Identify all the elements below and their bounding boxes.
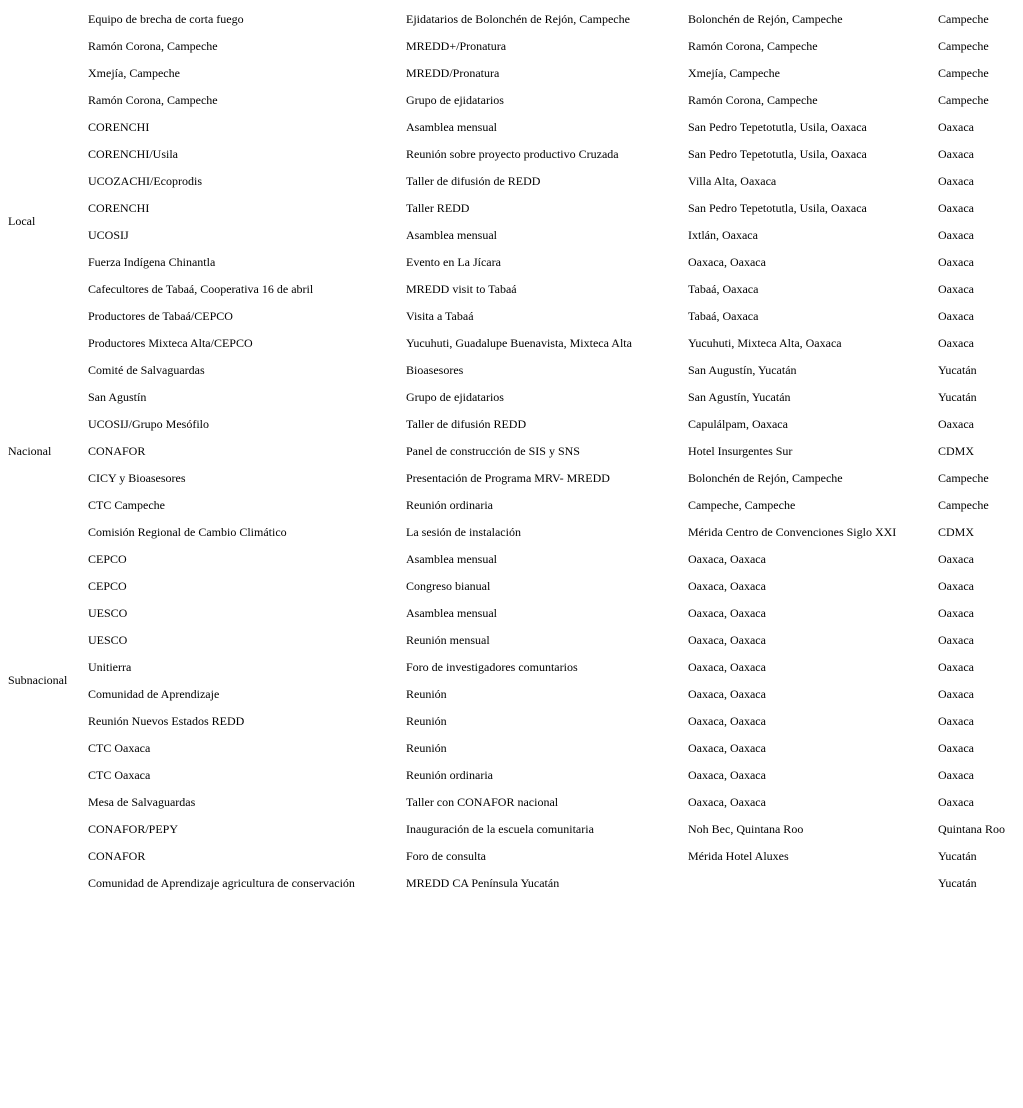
event-cell: Reunión ordinaria <box>406 767 493 782</box>
state-cell: Campeche <box>938 470 989 485</box>
organization-cell: CORENCHI/Usila <box>88 146 178 161</box>
place-cell: Oaxaca, Oaxaca <box>688 767 766 782</box>
table-row <box>0 248 1023 275</box>
place-cell: Ramón Corona, Campeche <box>688 92 818 107</box>
place-cell: Ramón Corona, Campeche <box>688 38 818 53</box>
state-cell: CDMX <box>938 524 975 539</box>
table-row <box>0 437 1023 464</box>
event-cell: Inauguración de la escuela comunitaria <box>406 821 594 836</box>
organization-cell: UCOSIJ <box>88 227 129 242</box>
event-cell: Evento en La Jícara <box>406 254 501 269</box>
events-table-body <box>0 5 1023 896</box>
organization-cell: CICY y Bioasesores <box>88 470 186 485</box>
table-row <box>0 410 1023 437</box>
event-cell: Taller REDD <box>406 200 470 215</box>
organization-cell: UCOSIJ/Grupo Mesófilo <box>88 416 210 431</box>
table-row <box>0 194 1023 221</box>
organization-cell: CTC Campeche <box>88 497 165 512</box>
table-row <box>0 788 1023 815</box>
event-cell: Congreso bianual <box>406 578 491 593</box>
event-cell: Reunión <box>406 686 447 701</box>
organization-cell: Mesa de Salvaguardas <box>88 794 196 809</box>
state-cell: Oaxaca <box>938 632 974 647</box>
table-row <box>0 680 1023 707</box>
table-row <box>0 761 1023 788</box>
place-cell: Noh Bec, Quintana Roo <box>688 821 804 836</box>
event-cell: Visita a Tabaá <box>406 308 474 323</box>
place-cell: Oaxaca, Oaxaca <box>688 713 766 728</box>
state-cell: Oaxaca <box>938 200 974 215</box>
state-cell: Yucatán <box>938 362 977 377</box>
table-row <box>0 599 1023 626</box>
state-cell: Yucatán <box>938 875 977 890</box>
event-cell: Panel de construcción de SIS y SNS <box>406 443 580 458</box>
event-cell: Reunión sobre proyecto productivo Cruzada <box>406 146 619 161</box>
place-cell: San Pedro Tepetotutla, Usila, Oaxaca <box>688 146 867 161</box>
place-cell <box>680 869 930 896</box>
events-table-page <box>0 5 1023 896</box>
organization-cell: Comité de Salvaguardas <box>88 362 205 377</box>
event-cell: Asamblea mensual <box>406 551 497 566</box>
table-row <box>0 113 1023 140</box>
table-row <box>0 32 1023 59</box>
organization-cell: Xmejía, Campeche <box>88 65 180 80</box>
level-cell: Subnacional <box>8 673 68 687</box>
state-cell: Campeche <box>938 65 989 80</box>
place-cell: Oaxaca, Oaxaca <box>688 632 766 647</box>
state-cell: Quintana Roo <box>938 821 1005 836</box>
table-row <box>0 356 1023 383</box>
organization-cell: Fuerza Indígena Chinantla <box>88 254 216 269</box>
state-cell: Oaxaca <box>938 551 974 566</box>
organization-cell: Ramón Corona, Campeche <box>88 38 218 53</box>
organization-cell: UESCO <box>88 605 128 620</box>
table-row <box>0 86 1023 113</box>
state-cell: Oaxaca <box>938 227 974 242</box>
events-table <box>0 5 1023 896</box>
table-row <box>0 869 1023 896</box>
organization-cell: Reunión Nuevos Estados REDD <box>88 713 245 728</box>
organization-cell: Productores Mixteca Alta/CEPCO <box>88 335 253 350</box>
place-cell: Oaxaca, Oaxaca <box>688 578 766 593</box>
table-row <box>0 221 1023 248</box>
organization-cell: CTC Oaxaca <box>88 740 151 755</box>
place-cell: Oaxaca, Oaxaca <box>688 605 766 620</box>
organization-cell: CONAFOR <box>88 848 146 863</box>
level-cell: Local <box>8 214 36 228</box>
state-cell: Oaxaca <box>938 713 974 728</box>
state-cell: Oaxaca <box>938 686 974 701</box>
organization-cell: Comunidad de Aprendizaje agricultura de conservación <box>88 875 355 890</box>
state-cell: Oaxaca <box>938 578 974 593</box>
event-cell: Reunión mensual <box>406 632 490 647</box>
state-cell: Oaxaca <box>938 740 974 755</box>
place-cell: Oaxaca, Oaxaca <box>688 740 766 755</box>
table-row <box>0 167 1023 194</box>
place-cell: San Pedro Tepetotutla, Usila, Oaxaca <box>688 119 867 134</box>
event-cell: MREDD CA Península Yucatán <box>406 875 560 890</box>
organization-cell: CEPCO <box>88 551 127 566</box>
table-row <box>0 815 1023 842</box>
organization-cell: Cafecultores de Tabaá, Cooperativa 16 de abril <box>88 281 314 296</box>
place-cell: Oaxaca, Oaxaca <box>688 794 766 809</box>
organization-cell: CONAFOR <box>88 443 146 458</box>
event-cell: Reunión ordinaria <box>406 497 493 512</box>
event-cell: La sesión de instalación <box>406 524 521 539</box>
table-row <box>0 59 1023 86</box>
place-cell: Tabaá, Oaxaca <box>688 308 759 323</box>
table-row <box>0 626 1023 653</box>
state-cell: Oaxaca <box>938 173 974 188</box>
event-cell: Taller de difusión REDD <box>406 416 527 431</box>
place-cell: Mérida Hotel Aluxes <box>688 848 789 863</box>
event-cell: MREDD+/Pronatura <box>406 38 507 53</box>
event-cell: Grupo de ejidatarios <box>406 92 504 107</box>
state-cell: Oaxaca <box>938 254 974 269</box>
table-row <box>0 842 1023 869</box>
place-cell: San Pedro Tepetotutla, Usila, Oaxaca <box>688 200 867 215</box>
organization-cell: CORENCHI <box>88 200 150 215</box>
event-cell: Asamblea mensual <box>406 227 497 242</box>
place-cell: Bolonchén de Rejón, Campeche <box>688 11 843 26</box>
event-cell: MREDD/Pronatura <box>406 65 500 80</box>
table-row <box>0 734 1023 761</box>
place-cell: Oaxaca, Oaxaca <box>688 686 766 701</box>
place-cell: Hotel Insurgentes Sur <box>688 443 793 458</box>
organization-cell: CEPCO <box>88 578 127 593</box>
event-cell: Ejidatarios de Bolonchén de Rejón, Campeche <box>406 11 630 26</box>
place-cell: Oaxaca, Oaxaca <box>688 659 766 674</box>
place-cell: Oaxaca, Oaxaca <box>688 254 766 269</box>
organization-cell: Comisión Regional de Cambio Climático <box>88 524 287 539</box>
organization-cell: UESCO <box>88 632 128 647</box>
state-cell: Oaxaca <box>938 146 974 161</box>
state-cell: Oaxaca <box>938 281 974 296</box>
event-cell: Presentación de Programa MRV- MREDD <box>406 470 610 485</box>
state-cell: Yucatán <box>938 389 977 404</box>
state-cell: Oaxaca <box>938 416 974 431</box>
event-cell: Grupo de ejidatarios <box>406 389 504 404</box>
table-row <box>0 545 1023 572</box>
place-cell: Campeche, Campeche <box>688 497 796 512</box>
event-cell: Yucuhuti, Guadalupe Buenavista, Mixteca Alta <box>406 335 632 350</box>
table-row <box>0 302 1023 329</box>
state-cell: Campeche <box>938 38 989 53</box>
table-row <box>0 653 1023 680</box>
table-row <box>0 5 1023 32</box>
organization-cell: CTC Oaxaca <box>88 767 151 782</box>
event-cell: Asamblea mensual <box>406 119 497 134</box>
event-cell: Reunión <box>406 713 447 728</box>
event-cell: Taller de difusión de REDD <box>406 173 541 188</box>
table-row <box>0 275 1023 302</box>
event-cell: Bioasesores <box>406 362 464 377</box>
place-cell: Ixtlán, Oaxaca <box>688 227 758 242</box>
state-cell: Campeche <box>938 92 989 107</box>
state-cell: Campeche <box>938 497 989 512</box>
table-row <box>0 572 1023 599</box>
event-cell: MREDD visit to Tabaá <box>406 281 517 296</box>
table-row <box>0 491 1023 518</box>
state-cell: Campeche <box>938 11 989 26</box>
event-cell: Asamblea mensual <box>406 605 497 620</box>
level-cell: Nacional <box>8 443 52 458</box>
organization-cell: Comunidad de Aprendizaje <box>88 686 220 701</box>
event-cell: Taller con CONAFOR nacional <box>406 794 559 809</box>
organization-cell: Productores de Tabaá/CEPCO <box>88 308 233 323</box>
state-cell: CDMX <box>938 443 975 458</box>
place-cell: Tabaá, Oaxaca <box>688 281 759 296</box>
organization-cell: CONAFOR/PEPY <box>88 821 179 836</box>
organization-cell: Ramón Corona, Campeche <box>88 92 218 107</box>
organization-cell: Equipo de brecha de corta fuego <box>88 11 244 26</box>
state-cell: Oaxaca <box>938 308 974 323</box>
state-cell: Oaxaca <box>938 119 974 134</box>
table-row <box>0 329 1023 356</box>
state-cell: Yucatán <box>938 848 977 863</box>
event-cell: Foro de investigadores comuntarios <box>406 659 578 674</box>
place-cell: San Augustín, Yucatán <box>688 362 797 377</box>
organization-cell: Unitierra <box>88 659 132 674</box>
table-row <box>0 707 1023 734</box>
place-cell: Villa Alta, Oaxaca <box>688 173 777 188</box>
organization-cell: UCOZACHI/Ecoprodis <box>88 173 202 188</box>
organization-cell: San Agustín <box>88 389 147 404</box>
state-cell: Oaxaca <box>938 767 974 782</box>
table-row <box>0 464 1023 491</box>
place-cell: Bolonchén de Rejón, Campeche <box>688 470 843 485</box>
place-cell: San Agustín, Yucatán <box>688 389 791 404</box>
table-row <box>0 140 1023 167</box>
place-cell: Xmejía, Campeche <box>688 65 780 80</box>
state-cell: Oaxaca <box>938 659 974 674</box>
state-cell: Oaxaca <box>938 335 974 350</box>
place-cell: Capulálpam, Oaxaca <box>688 416 788 431</box>
event-cell: Reunión <box>406 740 447 755</box>
state-cell: Oaxaca <box>938 794 974 809</box>
table-row <box>0 383 1023 410</box>
table-row <box>0 518 1023 545</box>
event-cell: Foro de consulta <box>406 848 486 863</box>
state-cell: Oaxaca <box>938 605 974 620</box>
place-cell: Oaxaca, Oaxaca <box>688 551 766 566</box>
place-cell: Yucuhuti, Mixteca Alta, Oaxaca <box>688 335 842 350</box>
place-cell: Mérida Centro de Convenciones Siglo XXI <box>688 524 897 539</box>
organization-cell: CORENCHI <box>88 119 150 134</box>
